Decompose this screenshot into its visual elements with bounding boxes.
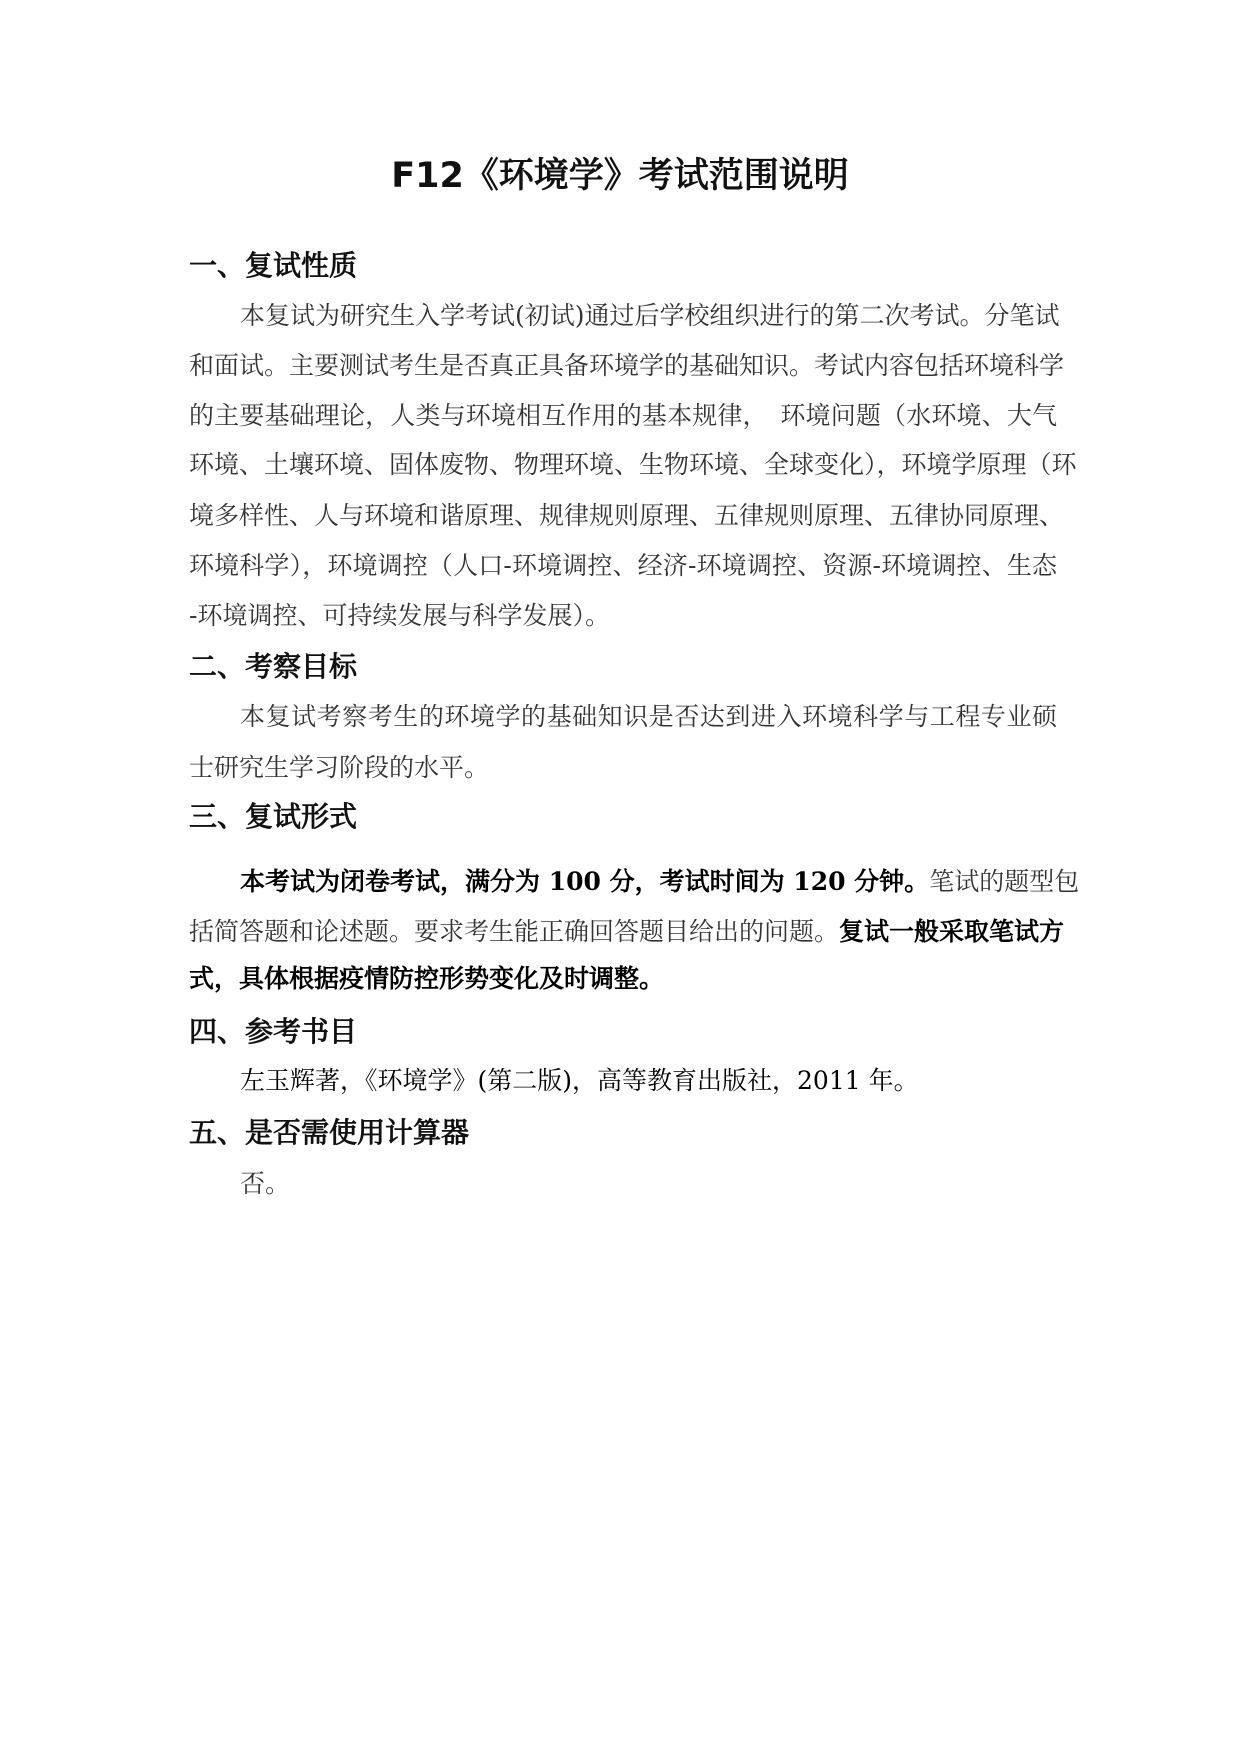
paragraph-line: 本复试为研究生入学考试(初试)通过后学校组织进行的第二次考试。分笔试 <box>240 301 1060 330</box>
paragraph-line: -环境调控、可持续发展与科学发展）。 <box>189 601 610 630</box>
paragraph-line: 境多样性、人与环境和谐原理、规律规则原理、五律规则原理、五律协同原理、 <box>189 501 1065 530</box>
calculator-answer: 否。 <box>240 1169 291 1198</box>
exam-rules-bold: 本考试为闭卷考试，满分为 100 分，考试时间为 120 分钟。 <box>240 867 930 896</box>
reference-book: 左玉辉著，《环境学》(第二版)，高等教育出版社，2011 年。 <box>240 1066 919 1095</box>
exam-method-bold: 复试一般采取笔试方 <box>839 917 1065 946</box>
section-heading-format: 三、复试形式 <box>189 800 358 833</box>
paragraph-line: 环境科学），环境调控（人口-环境调控、经济-环境调控、资源-环境调控、生态 <box>189 551 1057 580</box>
paragraph-line <box>240 864 1080 900</box>
exam-method-bold: 式，具体根据疫情防控形势变化及时调整。 <box>189 964 665 993</box>
text-segment: 笔试的题型包 <box>929 867 1080 896</box>
paragraph-line: 本复试考察考生的环境学的基础知识是否达到进入环境科学与工程专业硕 <box>240 702 1057 731</box>
section-heading-nature: 一、复试性质 <box>189 249 358 282</box>
paragraph-line: 环境、土壤环境、固体废物、物理环境、生物环境、全球变化），环境学原理（环 <box>189 450 1077 479</box>
paragraph-line: 的主要基础理论，人类与环境相互作用的基本规律， 环境问题（水环境、大气 <box>189 401 1057 430</box>
section-heading-calculator: 五、是否需使用计算器 <box>189 1116 470 1149</box>
paragraph-line <box>189 961 1057 997</box>
paragraph-line <box>189 914 1065 950</box>
paragraph-line: 和面试。主要测试考生是否真正具备环境学的基础知识。考试内容包括环境科学 <box>189 351 1065 380</box>
section-heading-objective: 二、考察目标 <box>189 650 358 683</box>
document-title: F12《环境学》考试范围说明 <box>391 156 849 196</box>
text-segment: 括简答题和论述题。要求考生能正确回答题目给出的问题。 <box>189 917 840 946</box>
paragraph-line: 士研究生学习阶段的水平。 <box>189 753 490 782</box>
section-heading-references: 四、参考书目 <box>189 1015 358 1048</box>
